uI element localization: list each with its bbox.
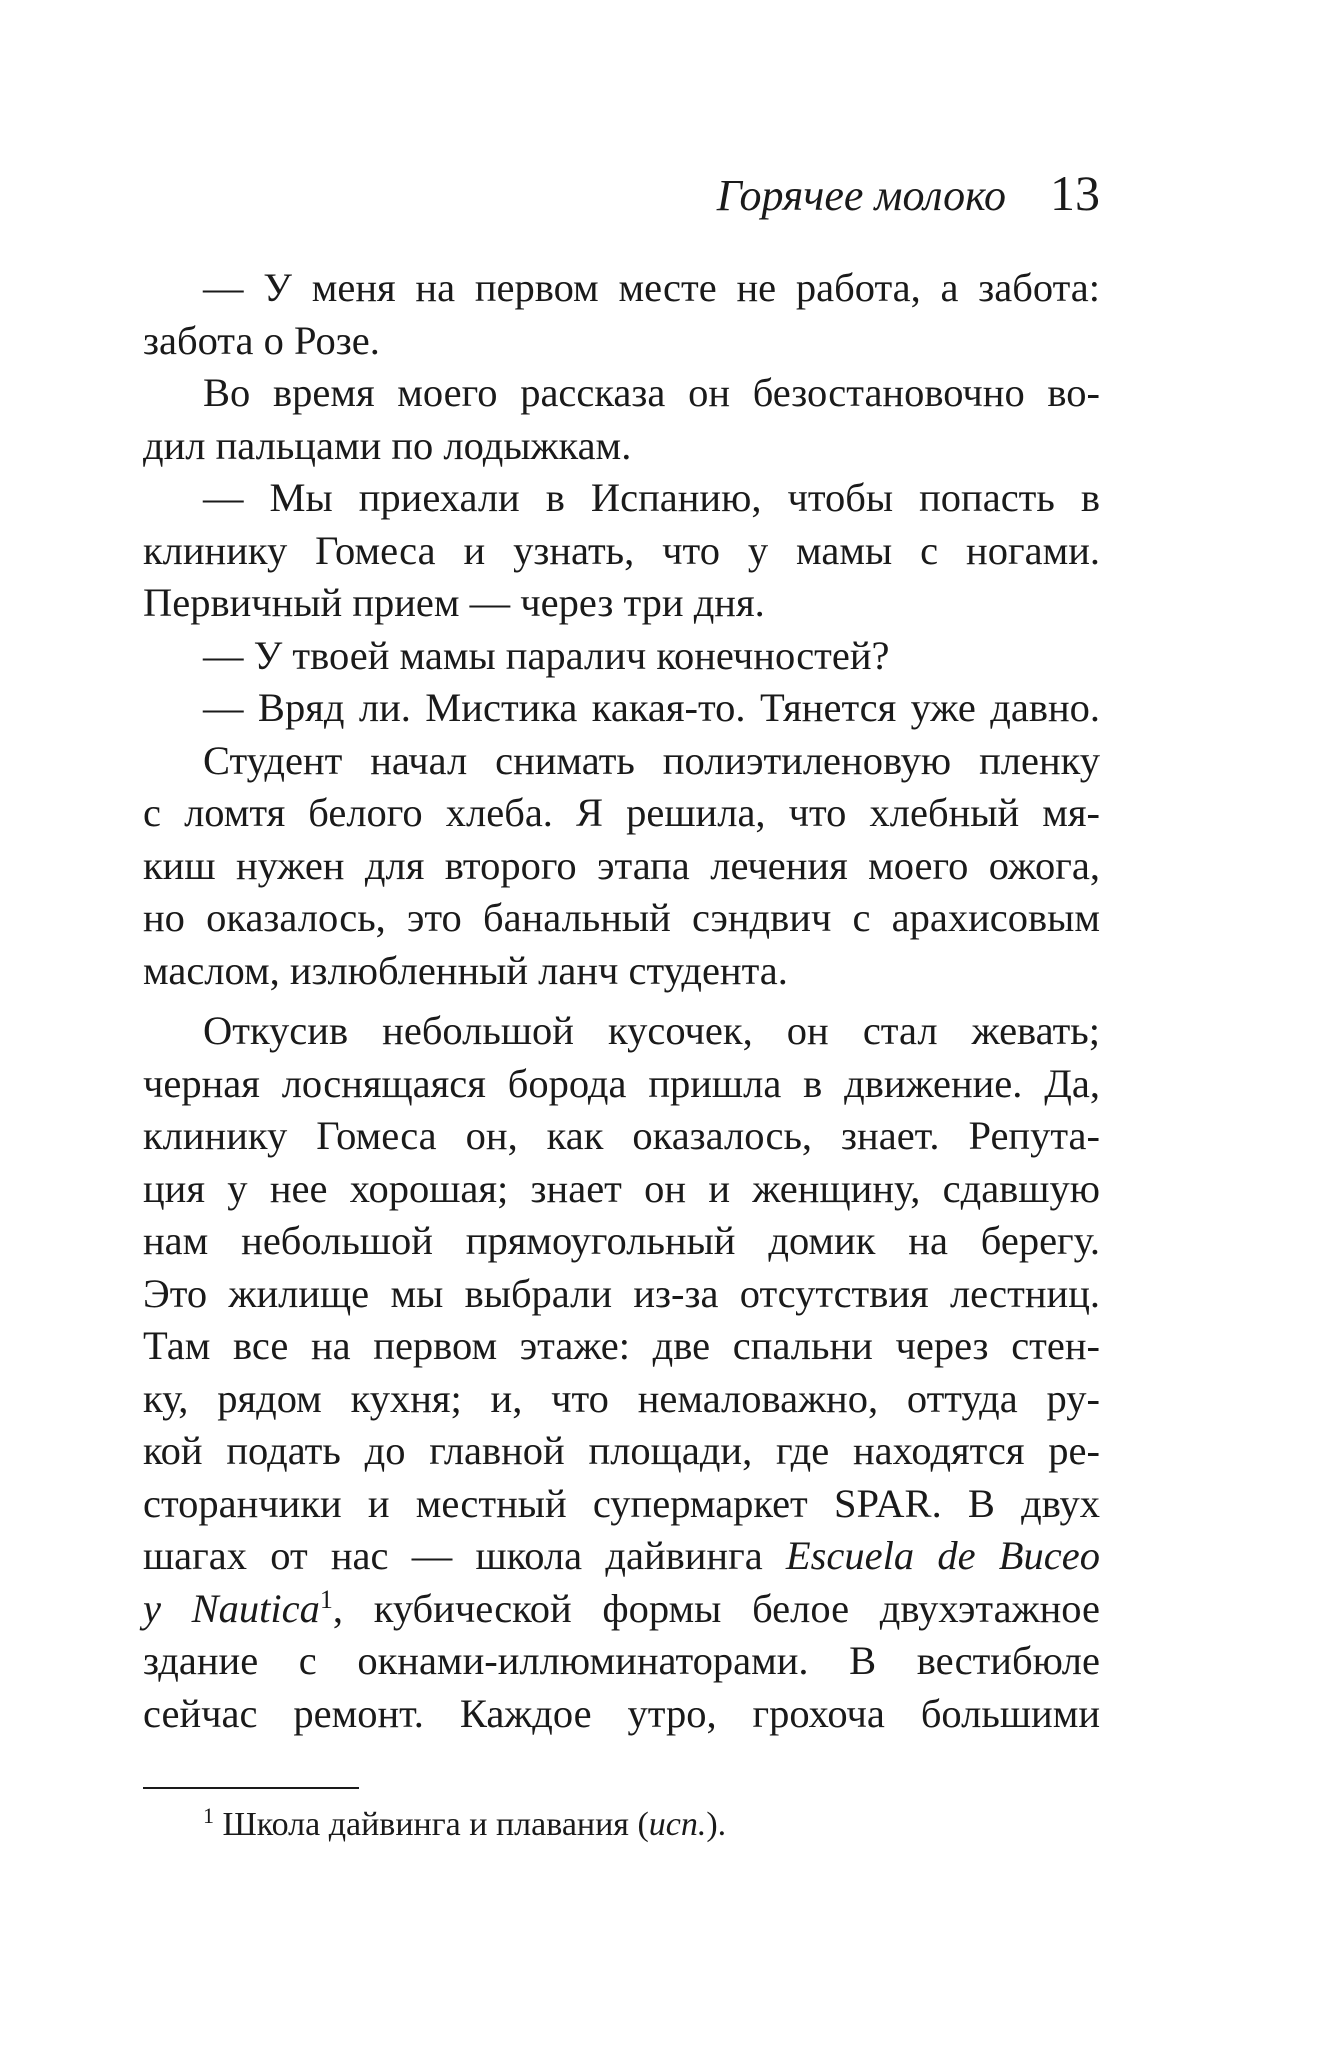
text-line: клинику Гомеса он, как оказалось, знает. Репута- — [143, 1113, 1100, 1158]
footnote-marker: 1 — [203, 1803, 214, 1828]
italic-run: y Nautica — [143, 1585, 320, 1631]
text-line: дил пальцами по лодыжкам. — [143, 422, 632, 468]
text-line: но оказалось, это банальный сэндвич с арахисовым — [143, 895, 1100, 940]
text-line — [143, 1530, 1100, 1583]
text-line: клинику Гомеса и узнать, что у мамы с ногами. — [143, 527, 1100, 573]
text-line: нам небольшой прямоугольный домик на берегу. — [143, 1218, 1100, 1263]
text-line: — У меня на первом месте не работа, а забота: — [203, 265, 1100, 310]
running-title: Горячее молоко — [716, 171, 1006, 220]
running-head — [716, 165, 1100, 221]
text-line: — Мы приехали в Испанию, чтобы попасть в — [203, 475, 1100, 520]
footnote-text-end: ). — [706, 1806, 727, 1843]
footnote — [203, 1803, 726, 1847]
text-line: ция у нее хорошая; знает он и женщину, сдавшую — [143, 1165, 1100, 1211]
text-line: Студент начал снимать полиэтиленовую пленку — [203, 737, 1100, 783]
text-line — [143, 1583, 1100, 1636]
text-line: с ломтя белого хлеба. Я решила, что хлебный мя- — [143, 790, 1100, 835]
text-line: ку, рядом кухня; и, что немаловажно, оттуда ру- — [143, 1375, 1100, 1421]
text-line: здание с окнами-иллюминаторами. В вестибюле — [143, 1638, 1100, 1683]
book-page — [143, 0, 1100, 2067]
body-text — [143, 262, 1100, 1740]
footnote-text: Школа дайвинга и плавания ( — [214, 1806, 649, 1843]
footnote-italic: исп. — [648, 1806, 707, 1843]
text-line: черная лоснящаяся борода пришла в движение. Да, — [143, 1060, 1100, 1106]
text-line: Там все на первом этаже: две спальни через стен- — [143, 1323, 1100, 1368]
text-line: кой подать до главной площади, где находятся ре- — [143, 1428, 1100, 1473]
text-line: — Вряд ли. Мистика какая-то. Тянется уже давно. — [203, 685, 1100, 730]
text-line: маслом, излюбленный ланч студента. — [143, 947, 788, 993]
text-run: шагах от нас — школа дайвинга — [143, 1533, 786, 1578]
page-number: 13 — [1050, 165, 1100, 221]
text-line: забота о Розе. — [143, 317, 380, 363]
italic-run: Escuela de Buceo — [785, 1533, 1100, 1578]
footnote-reference[interactable]: 1 — [319, 1584, 333, 1614]
text-run: , кубической формы белое двухэтажное — [332, 1585, 1100, 1631]
text-line: Первичный прием — через три дня. — [143, 580, 765, 625]
text-line: сейчас ремонт. Каждое утро, грохоча большими — [143, 1690, 1100, 1736]
text-line: киш нужен для второго этапа лечения моего ожога, — [143, 842, 1100, 888]
footnote-divider — [143, 1787, 359, 1789]
text-line: Во время моего рассказа он безостановочно во- — [203, 370, 1100, 415]
text-line: — У твоей мамы паралич конечностей? — [203, 632, 890, 678]
text-line: Это жилище мы выбрали из-за отсутствия лестниц. — [143, 1270, 1100, 1316]
text-line: сторанчики и местный супермаркет SPAR. В двух — [143, 1480, 1100, 1526]
text-line: Откусив небольшой кусочек, он стал жевать; — [203, 1008, 1100, 1053]
